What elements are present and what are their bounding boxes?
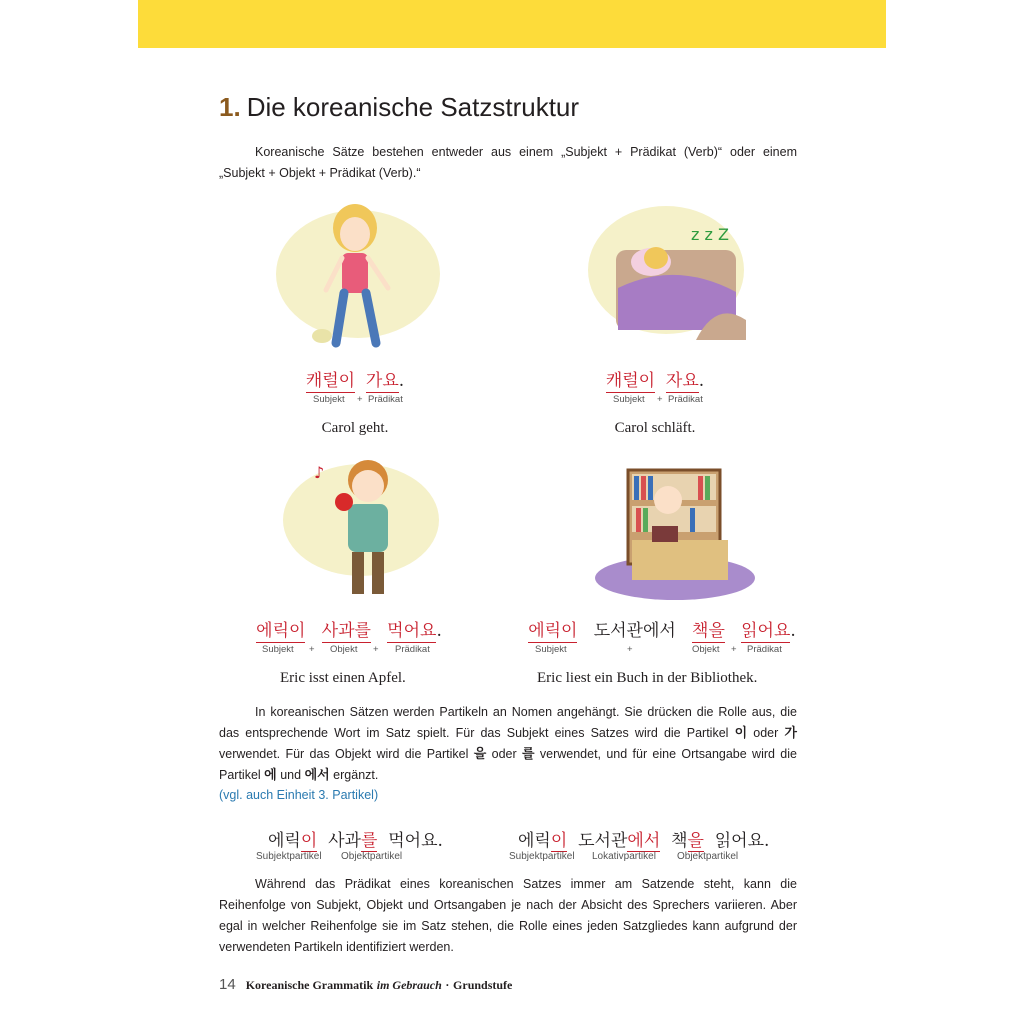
period: .	[398, 371, 405, 391]
text-segment: oder	[753, 726, 779, 740]
highlighted-particle: 을	[687, 831, 704, 851]
word: 에릭	[518, 831, 551, 851]
role-plus: +	[731, 644, 737, 655]
label-subjektpartikel: Subjektpartikel	[256, 851, 322, 862]
example-carol-goes	[295, 366, 415, 437]
particle-reul: 를	[521, 747, 535, 762]
role-predicate: Prädikat	[668, 394, 703, 405]
role-labels	[595, 394, 715, 406]
role-subject: Subjekt	[613, 394, 645, 405]
svg-text:♪: ♪	[314, 463, 325, 482]
korean-sentence	[254, 616, 444, 641]
closing-text: Während das Prädikat eines koreanischen Satzes immer am Satzende steht, kann die Reihenfolge von Subjekt, Objekt und Ortsangaben je nach der Absicht des Sprechers variieren. Aber egal in welcher Reihenfolge sie im Satz stehen, die Rolle eines jeden Satzgliedes kann aufgrund der verwendeten Partikeln identifiziert werden.	[219, 877, 797, 954]
footer-separator: ·	[445, 978, 450, 992]
illustration-carol-sleeping	[586, 200, 758, 350]
period: .	[790, 621, 796, 641]
role-labels	[295, 394, 415, 406]
role-plus: +	[309, 644, 315, 655]
korean-predicate: 먹어요	[387, 621, 437, 641]
role-plus: +	[627, 644, 633, 655]
particle-ga: 가	[784, 726, 797, 741]
korean-predicate: 자요	[665, 371, 699, 391]
translation: Carol geht.	[321, 420, 389, 436]
korean-object: 책을	[692, 621, 725, 641]
intro-text: Koreanische Sätze bestehen entweder aus einem „Subjekt + Prädikat (Verb)“ oder einem „Subjekt + Objekt + Prädikat (Verb).“	[219, 145, 797, 180]
translation: Eric liest ein Buch in der Bibliothek.	[537, 670, 758, 686]
korean-object: 사과를	[321, 621, 371, 641]
example-carol-sleeps	[595, 366, 715, 437]
intro-paragraph	[219, 142, 797, 184]
role-plus: +	[373, 644, 379, 655]
korean-subject: 에릭이	[256, 621, 306, 641]
particle-example-b	[518, 826, 769, 851]
korean-location: 도서관에서	[593, 621, 676, 641]
illustration-eric-library	[590, 460, 760, 600]
role-predicate: Prädikat	[747, 644, 782, 655]
particles-paragraph	[219, 702, 797, 786]
particle-example-a	[268, 826, 443, 851]
text-segment: verwendet. Für das Objekt wird die Partikel	[219, 747, 469, 761]
header-bar	[138, 0, 886, 48]
role-labels	[254, 644, 444, 656]
role-object: Objekt	[330, 644, 358, 655]
illustration-carol-walking	[270, 198, 445, 353]
role-plus: +	[357, 394, 363, 405]
example-eric-reads	[527, 616, 797, 687]
korean-predicate: 가요	[365, 371, 399, 391]
word: 책	[671, 831, 688, 851]
highlighted-particle: 이	[550, 831, 568, 851]
svg-text:z z Z: z z Z	[691, 225, 729, 244]
korean-subject: 캐럴이	[605, 371, 656, 391]
korean-subject: 캐럴이	[305, 371, 356, 391]
page-number: 14	[219, 976, 236, 993]
particle-eseo: 에서	[304, 768, 330, 783]
section-number: 1.	[219, 92, 241, 122]
role-plus: +	[657, 394, 663, 405]
period: .	[698, 371, 705, 391]
role-object: Objekt	[692, 644, 720, 655]
translation: Eric isst einen Apfel.	[280, 670, 406, 686]
closing-paragraph	[219, 874, 797, 958]
label-objektpartikel: Objektpartikel	[341, 851, 403, 862]
highlighted-particle: 에서	[627, 831, 661, 851]
text-segment: oder	[491, 747, 517, 761]
particle-e: 에	[264, 768, 277, 783]
role-subject: Subjekt	[262, 644, 294, 655]
page-footer	[219, 976, 512, 993]
korean-subject: 에릭이	[528, 621, 578, 641]
korean-sentence	[295, 366, 415, 391]
korean-sentence	[595, 366, 715, 391]
word: 먹어요.	[388, 831, 443, 851]
label-subjektpartikel: Subjektpartikel	[509, 851, 575, 862]
section-title	[219, 92, 579, 123]
label-objektpartikel: Objektpartikel	[677, 851, 739, 862]
section-title-text: Die koreanische Satzstruktur	[246, 92, 580, 122]
text-segment: und	[280, 768, 302, 782]
role-subject: Subjekt	[535, 644, 567, 655]
particle-eul: 을	[473, 747, 487, 762]
highlighted-particle: 를	[360, 831, 378, 851]
role-labels	[527, 644, 797, 656]
role-subject: Subjekt	[313, 394, 345, 405]
book-level: Grundstufe	[453, 978, 513, 992]
illustration-eric-apple	[276, 458, 441, 603]
period: .	[436, 621, 442, 641]
text-segment: In koreanischen Sätzen werden Partikeln an Nomen angehängt. Sie drücken die Rolle aus, die das entsprechende Wort im Satz spielt. Für das Subjekt eines Satzes wird die Partikel	[219, 705, 797, 740]
text-segment: verwendet, und für eine Ortsangabe wird die Partikel	[219, 747, 797, 782]
text-segment: ergänzt.	[333, 768, 379, 782]
highlighted-particle: 이	[300, 831, 318, 851]
label-lokativpartikel: Lokativpartikel	[592, 851, 656, 862]
role-predicate: Prädikat	[368, 394, 403, 405]
book-title-italic: im Gebrauch	[376, 978, 442, 992]
example-eric-eats	[254, 616, 444, 687]
word: 에릭	[268, 831, 301, 851]
word: 읽어요.	[714, 831, 770, 851]
word: 도서관	[578, 831, 628, 851]
reference-link[interactable]: (vgl. auch Einheit 3. Partikel)	[219, 788, 379, 802]
korean-sentence	[527, 616, 797, 641]
book-title: Koreanische Grammatik	[245, 978, 374, 992]
translation: Carol schläft.	[614, 420, 696, 436]
role-predicate: Prädikat	[395, 644, 430, 655]
word: 사과	[328, 831, 361, 851]
korean-predicate: 읽어요	[741, 621, 791, 641]
particle-i: 이	[734, 726, 748, 741]
